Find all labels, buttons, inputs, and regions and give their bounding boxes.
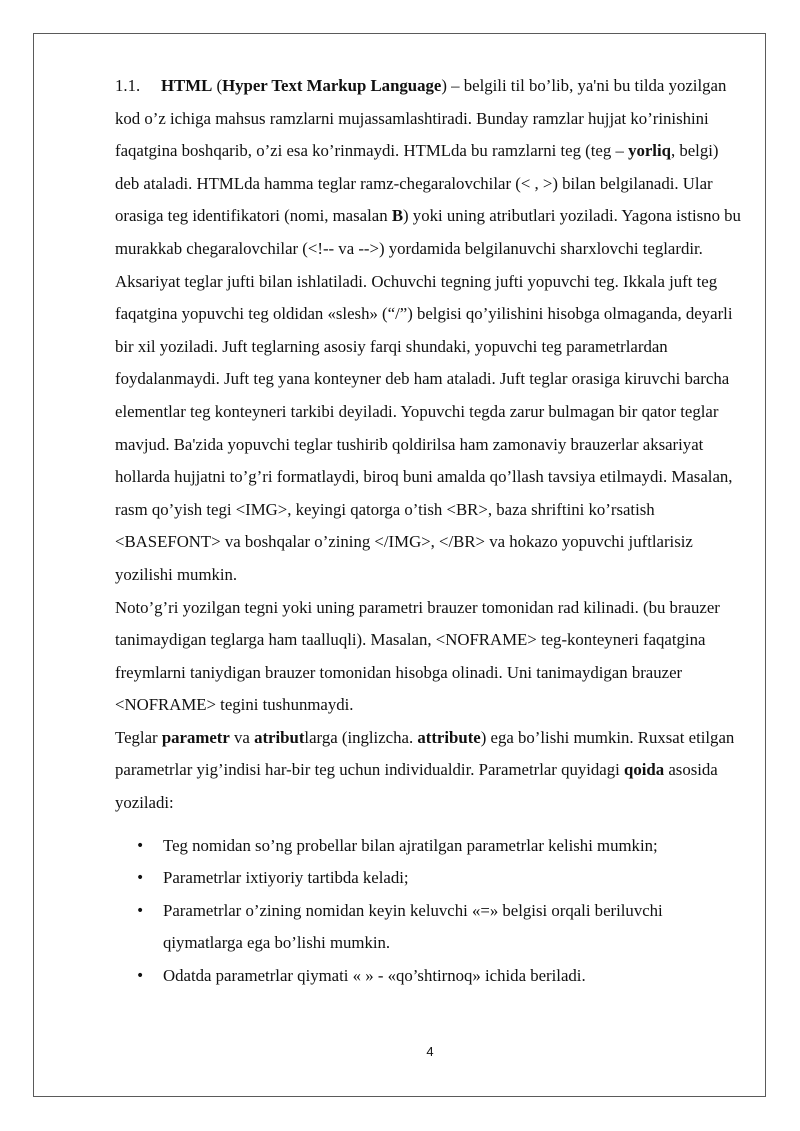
document-body (115, 70, 745, 993)
list-item (115, 862, 745, 895)
text-run: larga (inglizcha. (304, 727, 418, 747)
text-run: ) yoki uning atributlari yoziladi. Yagona istisno bu murakkab chegaralovchilar (<!-- va -->) yordamida belgilanuvchi sharxlovchi teglardir. Aksariyat teglar jufti bilan ishlatiladi. Ochuvchi tegning jufti yopuvchi teg. Ikkala juft teg faqatgina yopuvchi teg oldidan «slesh» (“/”) belgisi qo’yilishini hisobga olmaganda, deyarli bir xil yoziladi. Juft teglarning asosiy farqi shundaki, yopuvchi teg parametrlardan foydalanmaydi. Juft teg yana konteyner deb ham ataladi. Juft teglar orasiga kiruvchi barcha elementlar teg konteyneri tarkibi deyiladi. Yopuvchi tegda zarur bulmagan bir qator teglar mavjud. Ba'zida yopuvchi teglar tushirib qoldirilsa ham zamonaviy brauzerlar aksariyat hollarda hujjatni to’g’ri formatlaydi, biroq buni amalda qo’llash tavsiya etilmaydi. Masalan, rasm qo’yish tegi <IMG>, keyingi qatorga o’tish <BR>, baza shriftini ko’rsatish <BASEFONT> va boshqalar o’zining </IMG>, </BR> va hokazo yopuvchi juftlarisiz yozilishi mumkin. (115, 206, 741, 584)
text-run: asosida yoziladi: (115, 760, 718, 813)
parametr-term: parametr (161, 727, 230, 747)
list-item-text: Teg nomidan so’ng probellar bilan ajratilgan parametrlar kelishi mumkin; (163, 835, 658, 855)
text-run: Teglar (115, 727, 162, 747)
list-item-text: Parametrlar ixtiyoriy tartibda keladi; (163, 868, 409, 888)
attribute-term: attribute (417, 727, 481, 747)
yorliq-term: yorliq (628, 141, 671, 161)
html-term: HTML (161, 76, 213, 95)
b-tag-term: B (391, 206, 404, 226)
parameters-paragraph (115, 722, 745, 820)
list-item (115, 895, 745, 960)
atribut-term: atribut (254, 727, 305, 747)
list-item-text: Parametrlar o’zining nomidan keyin keluvchi «=» belgisi orqali beriluvchi qiymatlarga ega bo’lishi mumkin. (163, 900, 663, 953)
text-run: ) ega bo’lishi mumkin. Ruxsat etilgan parametrlar yig’indisi har-bir teg uchun individualdir. Parametrlar quyidagi (115, 727, 735, 780)
html-expansion: Hyper Text Markup Language (222, 76, 442, 95)
text-run: – belgili til bo’lib, ya'ni bu tilda yozilgan kod o’z ichiga mahsus ramzlarni mujassamlashtiradi. Bunday ramzlar hujjat ko’rinishini faqatgina boshqarib, o’zi esa ko’rinmaydi. HTMLda bu ramzlarni teg (teg – (115, 76, 727, 161)
page-number: 4 (426, 1044, 434, 1059)
list-item (115, 830, 745, 863)
text-run: va (229, 727, 255, 747)
noframe-paragraph: Noto’g’ri yozilgan tegni yoki uning parametri brauzer tomonidan rad kilinadi. (bu brauzer tanimaydigan teglarga ham taalluqli). Masalan, <NOFRAME> teg-konteyneri faqatgina freymlarni taniydigan brauzer tomonidan hisobga olinadi. Uni tanimaydigan brauzer <NOFRAME> tegini tushunmaydi. (115, 597, 720, 715)
bullet-icon: • (136, 902, 145, 919)
list-item (115, 960, 745, 993)
bullet-icon: • (136, 870, 145, 887)
qoida-term: qoida (624, 760, 665, 780)
html-definition-paragraph (115, 70, 745, 592)
section-number: 1.1. (115, 76, 141, 95)
list-item-text: Odatda parametrlar qiymati « » - «qo’shtirnoq» ichida beriladi. (163, 966, 586, 986)
text-run: ) (441, 76, 447, 95)
bullet-icon: • (136, 968, 145, 985)
text-run: , belgi) deb ataladi. HTMLda hamma teglar ramz-chegaralovchilar (< , >) bilan belgilanadi. Ular orasiga teg identifikatori (nomi, masalan (115, 141, 719, 226)
bullet-icon: • (136, 837, 145, 854)
rules-list (115, 830, 745, 993)
text-run: ( (212, 76, 223, 95)
